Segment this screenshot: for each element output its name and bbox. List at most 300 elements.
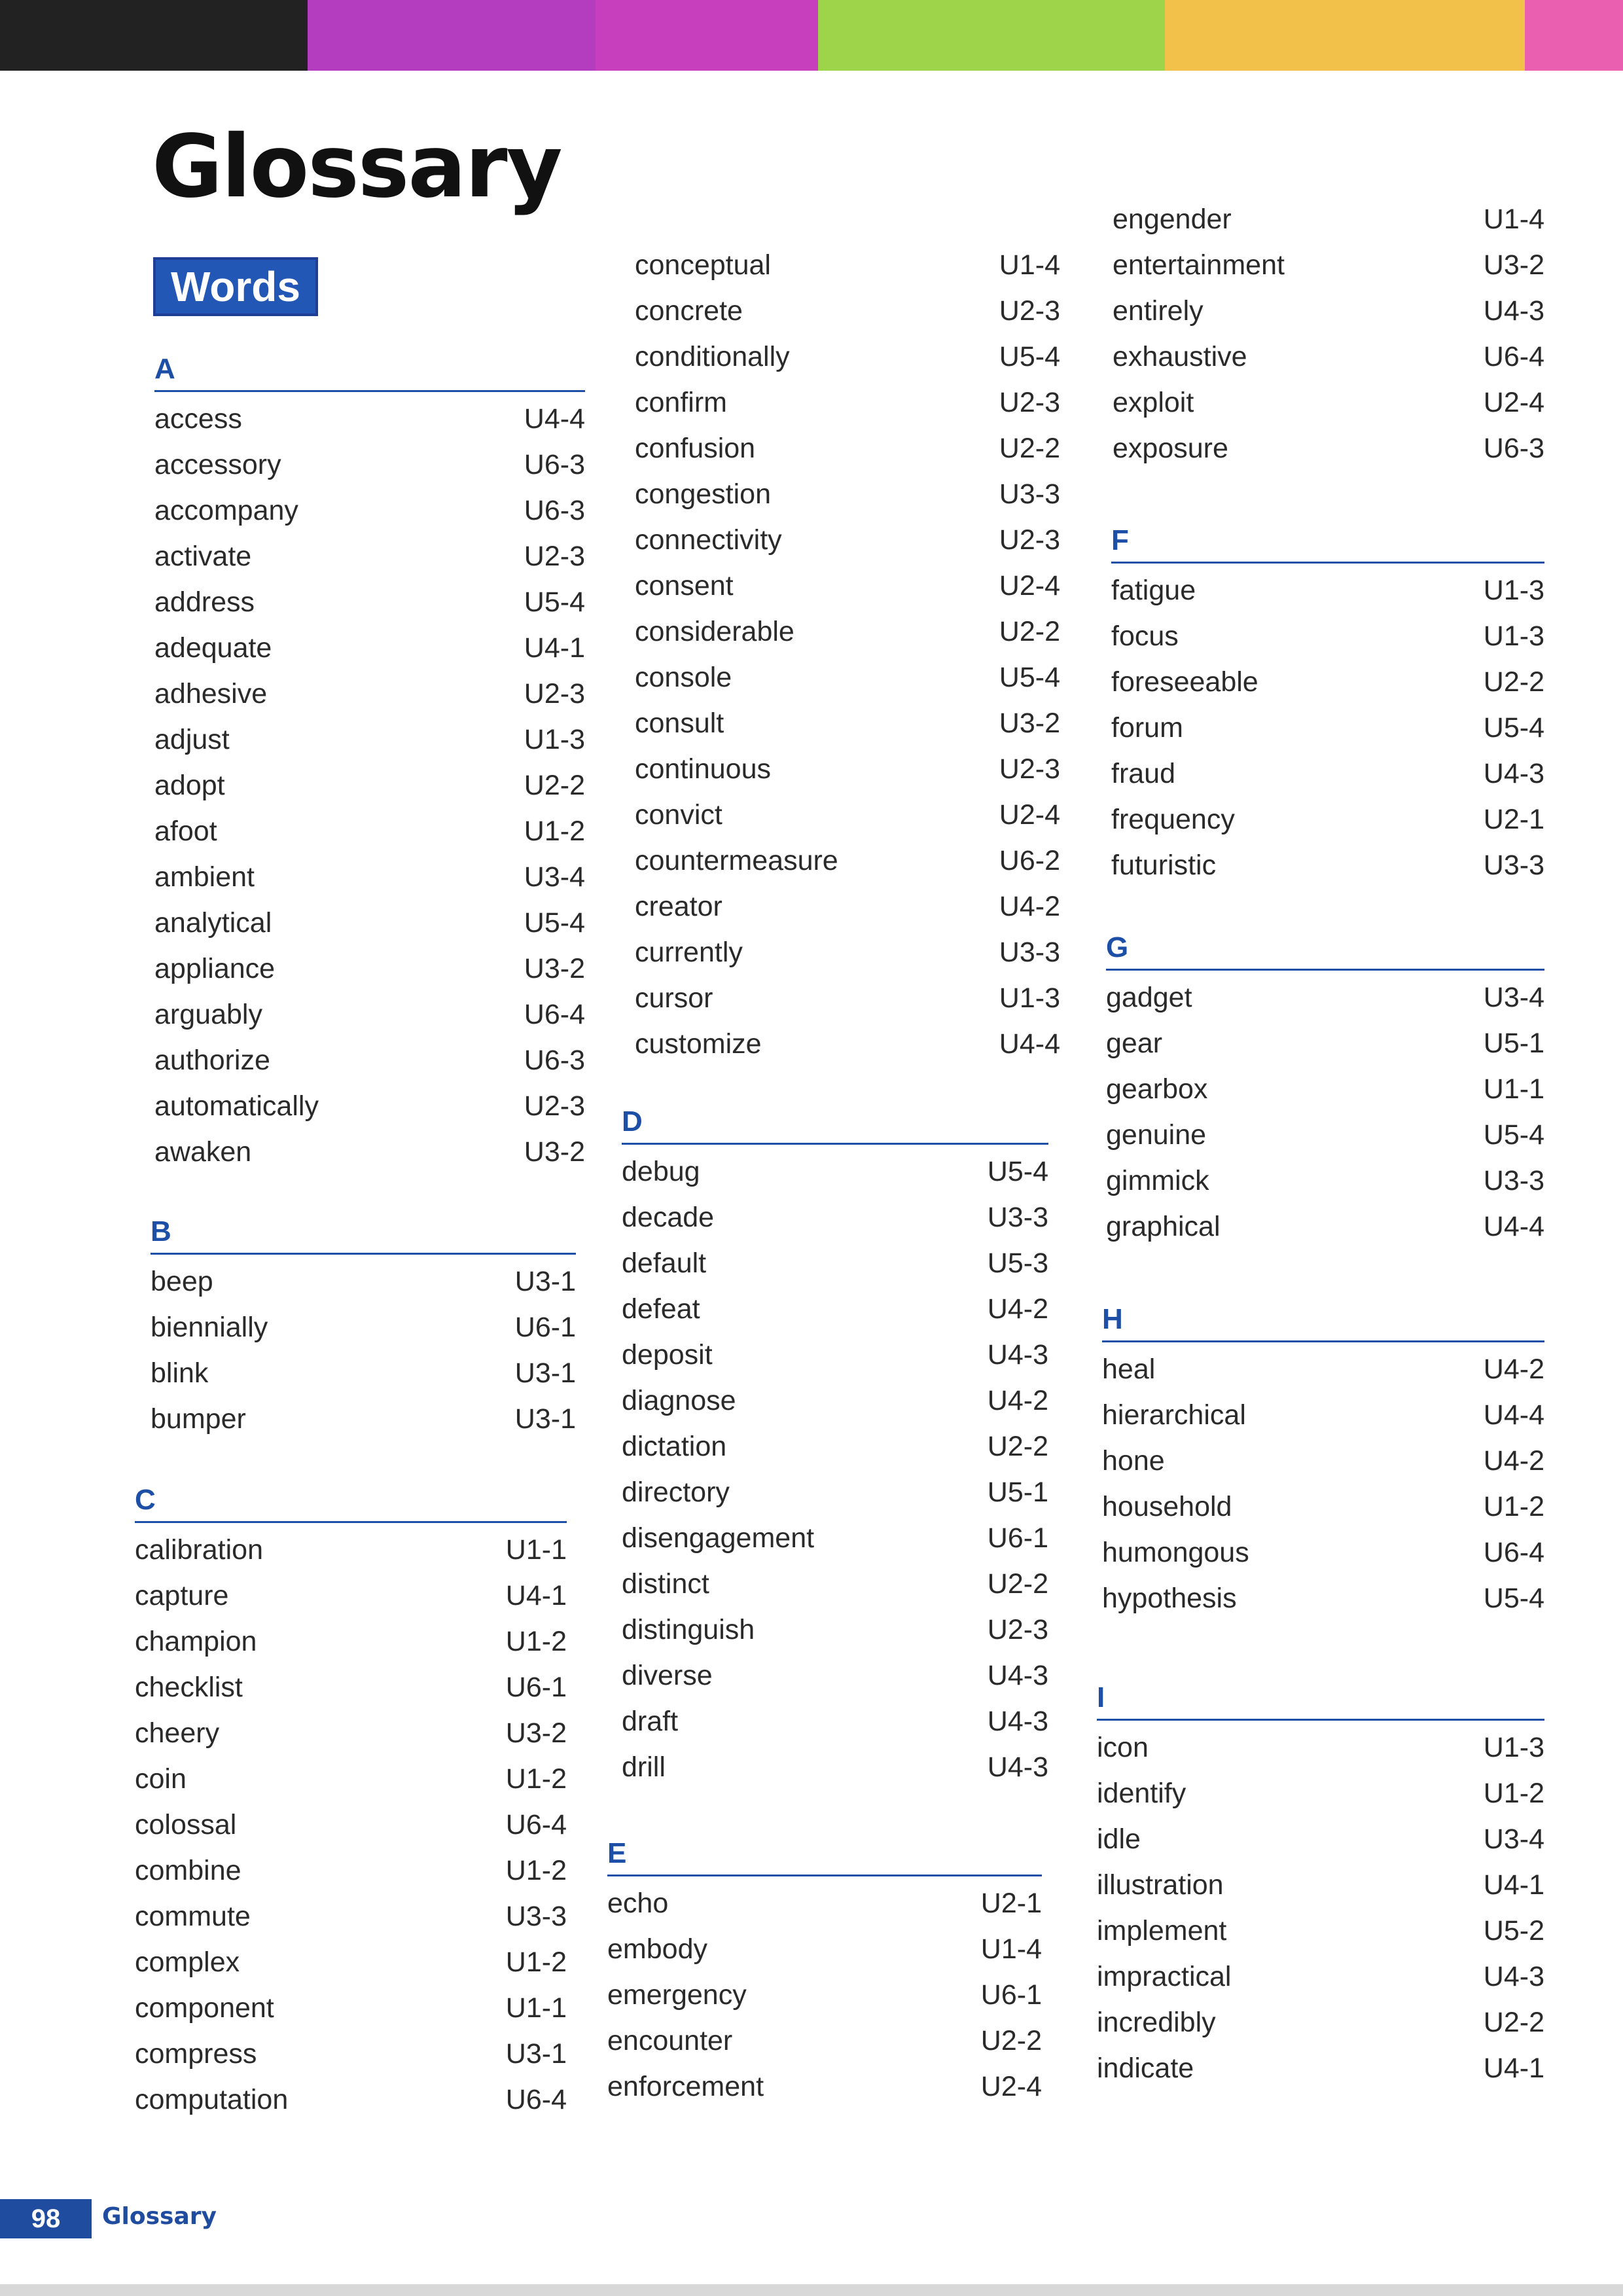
glossary-entry <box>1111 797 1544 842</box>
glossary-entry <box>607 1926 1042 1972</box>
glossary-entry <box>1097 1816 1544 1862</box>
glossary-entry <box>1106 975 1544 1020</box>
glossary-entry <box>135 1756 567 1802</box>
entry-word: engender <box>1113 203 1232 235</box>
section-letter: C <box>135 1484 156 1516</box>
entry-word: distinct <box>622 1568 709 1600</box>
glossary-entry <box>635 929 1060 975</box>
entry-unit: U5-4 <box>1483 711 1544 744</box>
glossary-entry <box>1106 1020 1544 1066</box>
entry-unit: U2-2 <box>987 1568 1048 1600</box>
entry-word: dictation <box>622 1430 727 1462</box>
entry-unit: U3-3 <box>999 936 1060 968</box>
entry-word: defeat <box>622 1293 700 1325</box>
entry-unit: U2-2 <box>999 615 1060 647</box>
entry-word: coin <box>135 1763 187 1795</box>
entry-unit: U3-2 <box>999 707 1060 739</box>
entry-unit: U2-2 <box>1483 2006 1544 2038</box>
section-letter: F <box>1111 524 1129 556</box>
entry-word: confirm <box>635 386 727 418</box>
entry-unit: U6-3 <box>524 448 585 480</box>
entry-word: humongous <box>1102 1536 1249 1568</box>
entry-unit: U1-4 <box>980 1933 1042 1965</box>
entry-word: calibration <box>135 1534 263 1566</box>
glossary-entry <box>154 1037 585 1083</box>
glossary-entry <box>622 1332 1048 1378</box>
glossary-entry <box>154 854 585 900</box>
entry-word: confusion <box>635 432 756 464</box>
entry-word: conditionally <box>635 340 790 372</box>
entry-word: disengagement <box>622 1522 815 1554</box>
glossary-entry <box>622 1653 1048 1698</box>
glossary-entry <box>622 1194 1048 1240</box>
section-h <box>1102 1302 1544 1621</box>
entry-unit: U2-3 <box>999 524 1060 556</box>
section-c <box>135 1483 567 2123</box>
entry-unit: U4-3 <box>1483 1960 1544 1992</box>
entry-unit: U6-3 <box>1483 432 1544 464</box>
entry-unit: U3-2 <box>524 1136 585 1168</box>
page-edge <box>0 2284 1623 2296</box>
entry-word: arguably <box>154 998 262 1030</box>
entry-unit: U1-3 <box>1483 574 1544 606</box>
glossary-entry <box>135 2077 567 2123</box>
entry-unit: U4-4 <box>999 1028 1060 1060</box>
glossary-entry <box>1111 567 1544 613</box>
entry-unit: U1-3 <box>999 982 1060 1014</box>
entry-word: entertainment <box>1113 249 1285 281</box>
entry-unit: U6-1 <box>987 1522 1048 1554</box>
entry-word: futuristic <box>1111 849 1217 881</box>
entry-unit: U3-2 <box>524 952 585 984</box>
entry-unit: U3-2 <box>505 1717 567 1749</box>
glossary-entry <box>154 808 585 854</box>
glossary-entry <box>154 992 585 1037</box>
entry-unit: U6-3 <box>524 1044 585 1076</box>
entry-unit: U5-4 <box>987 1155 1048 1187</box>
entry-unit: U6-4 <box>524 998 585 1030</box>
entry-unit: U5-4 <box>999 661 1060 693</box>
glossary-entry <box>607 2064 1042 2109</box>
glossary-entry <box>1106 1158 1544 1204</box>
glossary-entry <box>154 946 585 992</box>
glossary-entry <box>135 1985 567 2031</box>
section-e <box>607 1837 1042 2109</box>
entry-word: diagnose <box>622 1384 736 1416</box>
entry-word: convict <box>635 798 722 831</box>
entry-unit: U6-2 <box>999 844 1060 876</box>
entry-unit: U4-2 <box>1483 1444 1544 1477</box>
entry-unit: U3-3 <box>505 1900 567 1932</box>
section-letter: B <box>151 1215 171 1247</box>
glossary-entry <box>1102 1484 1544 1530</box>
entry-word: creator <box>635 890 722 922</box>
section-letter: E <box>607 1837 627 1869</box>
entry-word: exhaustive <box>1113 340 1247 372</box>
entry-word: biennially <box>151 1311 268 1343</box>
entry-unit: U4-1 <box>1483 2052 1544 2084</box>
entry-unit: U1-2 <box>505 1946 567 1978</box>
entry-unit: U5-4 <box>524 906 585 939</box>
glossary-entry <box>154 900 585 946</box>
entry-unit: U3-3 <box>999 478 1060 510</box>
glossary-entry <box>622 1744 1048 1790</box>
glossary-entry <box>607 1880 1042 1926</box>
entry-word: focus <box>1111 620 1179 652</box>
glossary-entry <box>1097 1862 1544 1908</box>
glossary-entry <box>635 242 1060 288</box>
glossary-entry <box>635 700 1060 746</box>
entry-unit: U4-3 <box>987 1338 1048 1371</box>
glossary-entry <box>154 488 585 533</box>
glossary-entry <box>635 655 1060 700</box>
glossary-entry <box>1097 2045 1544 2091</box>
entry-unit: U6-1 <box>505 1671 567 1703</box>
entry-word: continuous <box>635 753 771 785</box>
glossary-entry <box>1113 288 1544 334</box>
entry-unit: U1-4 <box>1483 203 1544 235</box>
entry-unit: U2-2 <box>1483 666 1544 698</box>
entry-unit: U2-4 <box>999 798 1060 831</box>
entry-word: draft <box>622 1705 679 1737</box>
entry-word: gimmick <box>1106 1164 1209 1196</box>
entry-unit: U1-2 <box>505 1763 567 1795</box>
entry-word: bumper <box>151 1403 246 1435</box>
entry-word: checklist <box>135 1671 243 1703</box>
entry-word: default <box>622 1247 707 1279</box>
entry-word: implement <box>1097 1914 1227 1946</box>
entry-word: blink <box>151 1357 209 1389</box>
entry-word: directory <box>622 1476 730 1508</box>
entry-unit: U4-4 <box>1483 1399 1544 1431</box>
entry-word: embody <box>607 1933 707 1965</box>
glossary-entry <box>635 517 1060 563</box>
entry-word: gearbox <box>1106 1073 1208 1105</box>
entry-word: incredibly <box>1097 2006 1216 2038</box>
glossary-entry <box>1111 751 1544 797</box>
section-letter: I <box>1097 1681 1105 1713</box>
entry-unit: U2-1 <box>980 1887 1042 1919</box>
glossary-entry <box>151 1259 576 1304</box>
glossary-entry <box>1111 613 1544 659</box>
entry-unit: U4-3 <box>987 1705 1048 1737</box>
entry-unit: U4-4 <box>1483 1210 1544 1242</box>
entry-unit: U5-4 <box>1483 1582 1544 1614</box>
entry-word: activate <box>154 540 252 572</box>
glossary-entry <box>622 1286 1048 1332</box>
entry-word: accompany <box>154 494 298 526</box>
entry-word: champion <box>135 1625 257 1657</box>
entry-word: congestion <box>635 478 771 510</box>
glossary-entry <box>1102 1530 1544 1575</box>
entry-unit: U1-3 <box>524 723 585 755</box>
entry-word: appliance <box>154 952 276 984</box>
glossary-entry <box>151 1350 576 1396</box>
topbar-segment <box>818 0 1165 71</box>
section-letter: A <box>154 353 175 385</box>
glossary-entry <box>154 533 585 579</box>
entry-word: colossal <box>135 1808 237 1840</box>
entry-word: beep <box>151 1265 213 1297</box>
entry-unit: U3-3 <box>1483 1164 1544 1196</box>
glossary-entry <box>635 975 1060 1021</box>
entry-unit: U4-4 <box>524 403 585 435</box>
entry-unit: U4-3 <box>1483 757 1544 789</box>
glossary-entry <box>135 1664 567 1710</box>
entry-word: forum <box>1111 711 1183 744</box>
glossary-entry <box>635 425 1060 471</box>
entry-unit: U5-2 <box>1483 1914 1544 1946</box>
entry-unit: U5-1 <box>1483 1027 1544 1059</box>
entry-word: adhesive <box>154 677 268 709</box>
page-title: Glossary <box>152 117 562 217</box>
entry-word: hierarchical <box>1102 1399 1246 1431</box>
entry-unit: U3-2 <box>1483 249 1544 281</box>
entry-word: impractical <box>1097 1960 1232 1992</box>
section-letter: D <box>622 1105 643 1138</box>
entry-word: automatically <box>154 1090 319 1122</box>
glossary-entry <box>622 1607 1048 1653</box>
glossary-entry <box>1097 1908 1544 1954</box>
glossary-entry <box>154 396 585 442</box>
entry-word: customize <box>635 1028 762 1060</box>
entry-word: encounter <box>607 2024 733 2056</box>
entry-word: awaken <box>154 1136 252 1168</box>
entry-unit: U4-2 <box>999 890 1060 922</box>
entry-unit: U5-4 <box>999 340 1060 372</box>
entry-unit: U4-1 <box>1483 1869 1544 1901</box>
entry-unit: U2-2 <box>980 2024 1042 2056</box>
glossary-entry <box>135 1710 567 1756</box>
glossary-entry <box>135 1939 567 1985</box>
entry-unit: U1-2 <box>524 815 585 847</box>
entry-unit: U3-1 <box>514 1265 576 1297</box>
entry-word: capture <box>135 1579 229 1611</box>
entry-word: accessory <box>154 448 281 480</box>
glossary-entry <box>607 2018 1042 2064</box>
entry-word: fatigue <box>1111 574 1196 606</box>
entry-unit: U3-1 <box>514 1357 576 1389</box>
glossary-entry <box>1106 1066 1544 1112</box>
entry-unit: U2-4 <box>980 2070 1042 2102</box>
entry-word: connectivity <box>635 524 782 556</box>
glossary-entry <box>635 838 1060 884</box>
glossary-entry <box>607 1972 1042 2018</box>
glossary-entry <box>135 2031 567 2077</box>
glossary-entry <box>622 1424 1048 1469</box>
entry-word: gadget <box>1106 981 1192 1013</box>
glossary-entry <box>622 1378 1048 1424</box>
entry-word: ambient <box>154 861 255 893</box>
top-color-bar <box>0 0 1623 71</box>
entry-word: diverse <box>622 1659 713 1691</box>
glossary-entry <box>635 792 1060 838</box>
topbar-segment <box>596 0 818 71</box>
section-letter: G <box>1106 931 1129 963</box>
entry-word: heal <box>1102 1353 1156 1385</box>
footer-label: Glossary <box>102 2203 217 2230</box>
entry-word: concrete <box>635 295 743 327</box>
entry-word: commute <box>135 1900 251 1932</box>
glossary-entry <box>1097 2000 1544 2045</box>
glossary-entry <box>622 1561 1048 1607</box>
entry-unit: U1-3 <box>1483 620 1544 652</box>
glossary-entry <box>1097 1770 1544 1816</box>
entry-word: debug <box>622 1155 700 1187</box>
entry-word: emergency <box>607 1979 747 2011</box>
glossary-entry <box>1102 1346 1544 1392</box>
entry-word: analytical <box>154 906 272 939</box>
glossary-entry <box>154 579 585 625</box>
section-c-continued <box>635 242 1060 1067</box>
entry-unit: U4-3 <box>1483 295 1544 327</box>
entry-word: echo <box>607 1887 669 1919</box>
glossary-entry <box>635 288 1060 334</box>
entry-unit: U2-1 <box>1483 803 1544 835</box>
entry-word: conceptual <box>635 249 771 281</box>
entry-unit: U4-2 <box>987 1384 1048 1416</box>
entry-unit: U2-4 <box>999 569 1060 601</box>
entry-word: icon <box>1097 1731 1149 1763</box>
entry-word: foreseeable <box>1111 666 1258 698</box>
glossary-entry <box>154 442 585 488</box>
entry-unit: U2-3 <box>524 677 585 709</box>
entry-word: illustration <box>1097 1869 1224 1901</box>
glossary-entry <box>1102 1575 1544 1621</box>
topbar-segment <box>308 0 596 71</box>
glossary-entry <box>635 563 1060 609</box>
section-a <box>154 352 585 1175</box>
entry-word: adjust <box>154 723 230 755</box>
entry-word: compress <box>135 2037 257 2070</box>
glossary-entry <box>1113 380 1544 425</box>
entry-unit: U6-4 <box>1483 1536 1544 1568</box>
glossary-entry <box>1113 334 1544 380</box>
page-number: 98 <box>0 2199 92 2238</box>
entry-word: adopt <box>154 769 225 801</box>
glossary-entry <box>135 1848 567 1893</box>
glossary-entry <box>1113 425 1544 471</box>
entry-unit: U2-4 <box>1483 386 1544 418</box>
entry-unit: U1-2 <box>505 1854 567 1886</box>
section-f <box>1111 524 1544 888</box>
entry-unit: U3-4 <box>524 861 585 893</box>
glossary-entry <box>151 1304 576 1350</box>
glossary-entry <box>635 746 1060 792</box>
entry-unit: U3-1 <box>514 1403 576 1435</box>
entry-word: graphical <box>1106 1210 1221 1242</box>
entry-word: adequate <box>154 632 272 664</box>
entry-unit: U1-4 <box>999 249 1060 281</box>
section-i <box>1097 1681 1544 2091</box>
glossary-entry <box>154 625 585 671</box>
entry-unit: U6-4 <box>1483 340 1544 372</box>
section-g <box>1106 931 1544 1249</box>
entry-word: distinguish <box>622 1613 755 1645</box>
entry-word: household <box>1102 1490 1232 1522</box>
entry-word: consult <box>635 707 724 739</box>
entry-word: computation <box>135 2083 289 2115</box>
entry-unit: U1-1 <box>505 1534 567 1566</box>
entry-unit: U4-2 <box>987 1293 1048 1325</box>
topbar-segment <box>1165 0 1525 71</box>
entry-word: frequency <box>1111 803 1235 835</box>
entry-word: address <box>154 586 255 618</box>
entry-word: exposure <box>1113 432 1228 464</box>
entry-unit: U2-3 <box>524 1090 585 1122</box>
entry-word: afoot <box>154 815 217 847</box>
glossary-entry <box>135 1893 567 1939</box>
glossary-entry <box>154 1083 585 1129</box>
entry-unit: U2-3 <box>999 295 1060 327</box>
glossary-entry <box>154 671 585 717</box>
entry-word: genuine <box>1106 1119 1207 1151</box>
glossary-entry <box>1097 1725 1544 1770</box>
glossary-entry <box>135 1527 567 1573</box>
entry-unit: U5-4 <box>524 586 585 618</box>
glossary-entry <box>635 609 1060 655</box>
glossary-entry <box>135 1573 567 1619</box>
entry-word: currently <box>635 936 743 968</box>
glossary-entry <box>635 884 1060 929</box>
glossary-entry <box>154 717 585 762</box>
entry-unit: U2-2 <box>987 1430 1048 1462</box>
entry-word: indicate <box>1097 2052 1194 2084</box>
glossary-entry <box>635 334 1060 380</box>
entry-unit: U2-3 <box>999 753 1060 785</box>
entry-unit: U1-2 <box>1483 1777 1544 1809</box>
glossary-entry <box>1102 1438 1544 1484</box>
words-badge: Words <box>153 257 318 316</box>
entry-word: considerable <box>635 615 794 647</box>
entry-word: exploit <box>1113 386 1194 418</box>
entry-unit: U3-3 <box>1483 849 1544 881</box>
entry-unit: U4-3 <box>987 1751 1048 1783</box>
entry-unit: U1-2 <box>1483 1490 1544 1522</box>
glossary-entry <box>622 1698 1048 1744</box>
glossary-entry <box>1106 1112 1544 1158</box>
section-d <box>622 1105 1048 1790</box>
entry-unit: U2-3 <box>999 386 1060 418</box>
glossary-entry <box>1097 1954 1544 2000</box>
topbar-segment <box>1525 0 1623 71</box>
entry-unit: U1-1 <box>1483 1073 1544 1105</box>
glossary-entry <box>622 1240 1048 1286</box>
glossary-entry <box>1113 196 1544 242</box>
entry-word: combine <box>135 1854 241 1886</box>
glossary-entry <box>1106 1204 1544 1249</box>
glossary-entry <box>135 1619 567 1664</box>
entry-word: hone <box>1102 1444 1165 1477</box>
glossary-entry <box>154 762 585 808</box>
glossary-entry <box>1111 842 1544 888</box>
entry-word: access <box>154 403 242 435</box>
glossary-entry <box>154 1129 585 1175</box>
entry-unit: U2-3 <box>987 1613 1048 1645</box>
entry-word: drill <box>622 1751 666 1783</box>
entry-word: enforcement <box>607 2070 764 2102</box>
glossary-entry <box>635 380 1060 425</box>
entry-unit: U4-1 <box>524 632 585 664</box>
entry-word: consent <box>635 569 734 601</box>
entry-word: identify <box>1097 1777 1186 1809</box>
glossary-entry <box>135 1802 567 1848</box>
entry-word: idle <box>1097 1823 1141 1855</box>
section-e-continued <box>1113 196 1544 471</box>
entry-word: console <box>635 661 732 693</box>
entry-unit: U6-1 <box>514 1311 576 1343</box>
entry-unit: U1-1 <box>505 1992 567 2024</box>
